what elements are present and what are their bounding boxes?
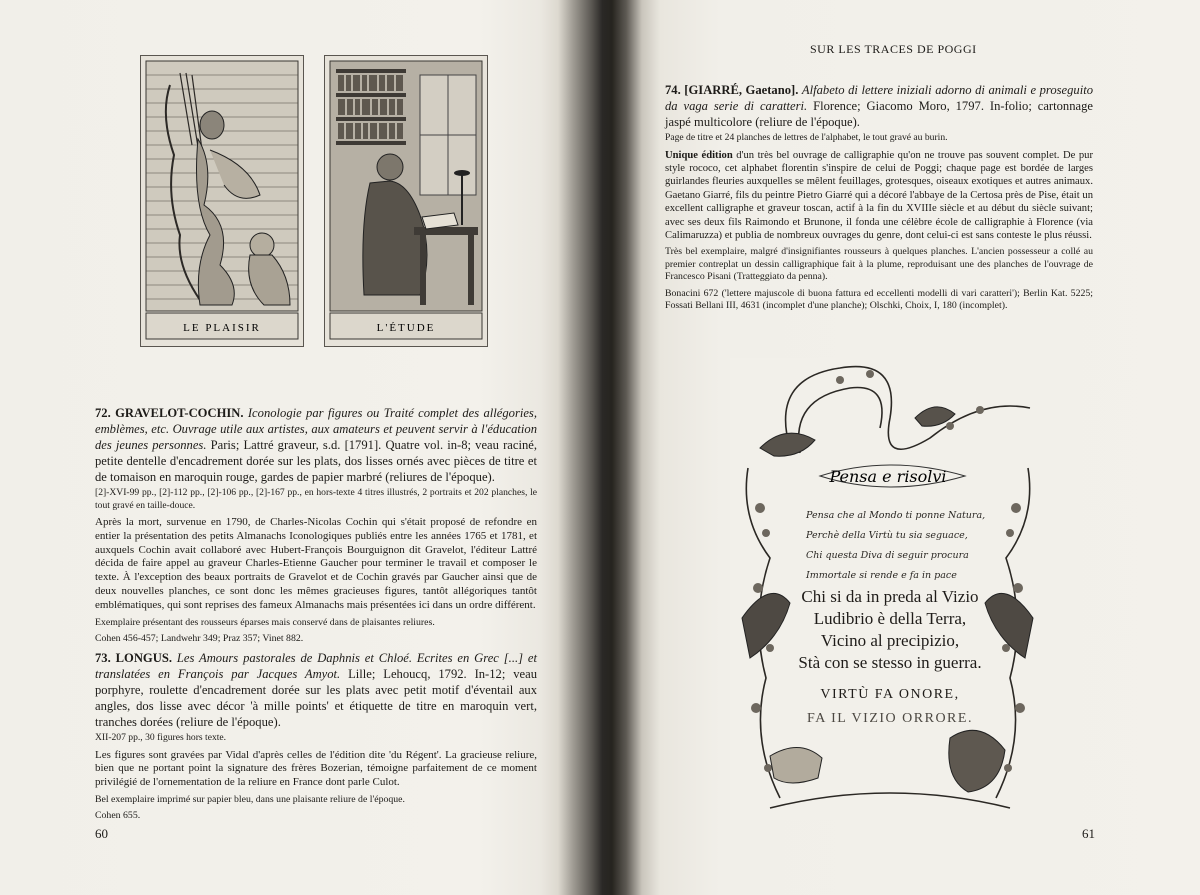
entry-74 — [665, 82, 1093, 313]
plate-script-line: Perchè della Virtù tu sia seguace, — [806, 530, 968, 541]
page-number-left: 60 — [95, 826, 108, 841]
entry-author: LONGUS. — [115, 651, 172, 665]
entry-details: Lille; Lehoucq, 1792. In-12; veau porphyre, roulette d'encadrement dorée sur les plats avec petit motif d'éventail aux angles, dos lisse avec décor 'à mille points' et étiquette de titre en maroquin vert, tranches dorées (reliure de l'époque). — [95, 667, 537, 729]
entry-description: Les figures sont gravées par Vidal d'après celles de l'édition dite 'du Régent'. La gracieuse reliure, bien que ne portant point la signature des frères Bozerian, témoigne parfaitement de ce moment privilégié de l'ornementation de la reliure en France dont parle Culot. — [95, 748, 537, 789]
plate-script-line: Pensa che al Mondo ti ponne Natura, — [806, 510, 986, 521]
plate-banner: Pensa e risolvi — [829, 467, 947, 486]
entry-details: Florence; Giacomo Moro, 1797. In-folio; cartonnage jaspé multicolore (reliure de l'époque). — [665, 99, 1093, 129]
engraving-le-plaisir — [140, 55, 304, 347]
right-page — [620, 0, 1200, 895]
entry-title: Alfabeto di lettere iniziali adorno di animali e proseguito da vaga serie di caratteri. — [665, 83, 1093, 113]
entry-description: d'un très bel ouvrage de calligraphie qu'on ne trouve pas souvent complet. De pur style rococo, cet alphabet florentin s'inspire de celui de Poggi; chaque page est bordée de larges guirlandes fleuries auxquelles se mêlent feuillages, grotesques, oiseaux exotiques et autres animaux. Gaetano Giarré, fils du peintre Pietro Giarré qui a décoré l'abbaye de la Certosa près de Pise, était un excellent calligraphe et graveur toscan, actif à la fin du XVIIIe siècle et au début du siècle suivant; avec ses deux fils Raimondo et Brunone, il fonda une célèbre école de calligraphie à Florence (via Calimaruzza) et publia de nombreux ouvrages du genre, dont celui-ci est sans conteste le plus réussi. — [665, 149, 1093, 241]
entry-number: 74. — [665, 83, 681, 97]
entry-number: 73. — [95, 651, 111, 665]
calligraphy-plate — [730, 358, 1045, 820]
entry-condition: Bel exemplaire imprimé sur papier bleu, dans une plaisante reliure de l'époque. — [95, 793, 405, 805]
entry-references: Cohen 456-457; Landwehr 349; Praz 357; Vinet 882. — [95, 633, 304, 645]
plate-script-line: Chi questa Diva di seguir procura — [806, 550, 969, 561]
page-number-right: 61 — [1082, 826, 1095, 841]
entry-number: 72. — [95, 406, 111, 420]
entry-73 — [95, 650, 537, 823]
entry-condition: Exemplaire présentant des rousseurs éparses mais conservé dans de plaisantes reliures. — [95, 616, 435, 628]
plate-roman-line: Vicino al precipizio, — [820, 631, 960, 650]
entry-title: Iconologie par figures ou Traité complet des allégories, emblèmes, etc. Ouvrage utile aux artistes, aux amateurs et peuvent servir à l'éducation des jeunes personnes. — [95, 406, 537, 452]
entry-collation: Page de titre et 24 planches de lettres de l'alphabet, le tout gravé au burin. — [665, 132, 948, 143]
left-page — [0, 0, 580, 895]
entry-details: Paris; Lattré graveur, s.d. [1791]. Quatre vol. in-8; veau raciné, petite dentelle d'encadrement dorée sur les plats, dos lisses ornés avec pièces de titre et de tomaison en maroquin rouge, gardes de papier marbré (reliures de l'époque). — [95, 438, 537, 484]
entry-collation: XII-207 pp., 30 figures hors texte. — [95, 732, 227, 743]
entry-collation: [2]-XVI-99 pp., [2]-112 pp., [2]-106 pp., [2]-167 pp., en hors-texte 4 titres illustrés, 2 portraits et 202 planches, le tout gravé en taille-douce. — [95, 487, 537, 511]
entry-references: Cohen 655. — [95, 810, 141, 822]
entry-72 — [95, 405, 537, 646]
entry-description-lead: Unique édition — [665, 149, 733, 161]
caption-l-etude: L'ÉTUDE — [376, 322, 436, 334]
plate-roman-line: Ludibrio è della Terra, — [813, 609, 967, 628]
engraving-l-etude — [324, 55, 488, 347]
plate-motto-line: FA IL VIZIO ORRORE. — [807, 711, 973, 726]
running-head: SUR LES TRACES DE POGGI — [810, 42, 977, 56]
entry-description: Après la mort, survenue en 1790, de Charles-Nicolas Cochin qui s'était proposé de refondre en entier la présentation des petits Almanachs Iconologiques publiés entre les années 1765 et 1781, et auxquels Cochin avait collaboré avec Hubert-François Bourguignon dit Gravelot, l'éditeur Lattré décida de faire appel au graveur Charles-Etienne Gaucher pour terminer le travail et composer le texte. À l'exception des beaux portraits de Gravelot et de Cochin gravés par Gaucher ainsi que de deux nouvelles planches, ce sont donc les mêmes gracieuses figures, tantôt allégoriques tantôt emblématiques, qui sont reprises des fameux Almanachs mais présentées ici dans un ordre différent. — [95, 516, 537, 611]
entry-author: GRAVELOT-COCHIN. — [115, 406, 244, 420]
plate-motto-line: VIRTÙ FA ONORE, — [820, 687, 960, 702]
plate-roman-line: Chi si da in preda al Vizio — [801, 587, 979, 606]
plate-roman-line: Stà con se stesso in guerra. — [798, 653, 982, 672]
entry-author: [GIARRÉ, Gaetano]. — [684, 83, 799, 97]
entry-title: Les Amours pastorales de Daphnis et Chloé. Ecrites en Grec [...] et translatées en François par Jacques Amyot. — [95, 651, 537, 681]
entry-condition: Très bel exemplaire, malgré d'insignifiantes rousseurs à quelques planches. L'ancien possesseur a collé au premier contreplat un dessin calligraphique fait à la plume, reproduisant une des planches de l'ouvrage de Francesco Pisani (Tratteggiato da penna). — [665, 246, 1093, 283]
caption-le-plaisir: LE PLAISIR — [183, 322, 261, 334]
entry-references: Bonacini 672 ('lettere majuscole di buona fattura ed eccellenti modelli di vari caratteri'); Berlin Kat. 5225; Fossati Bellani III, 4631 (incomplet d'une planche); Olschki, Choix, I, 180 (incomplet). — [665, 287, 1093, 312]
plate-script-line: Immortale si rende e fa in pace — [806, 570, 957, 581]
